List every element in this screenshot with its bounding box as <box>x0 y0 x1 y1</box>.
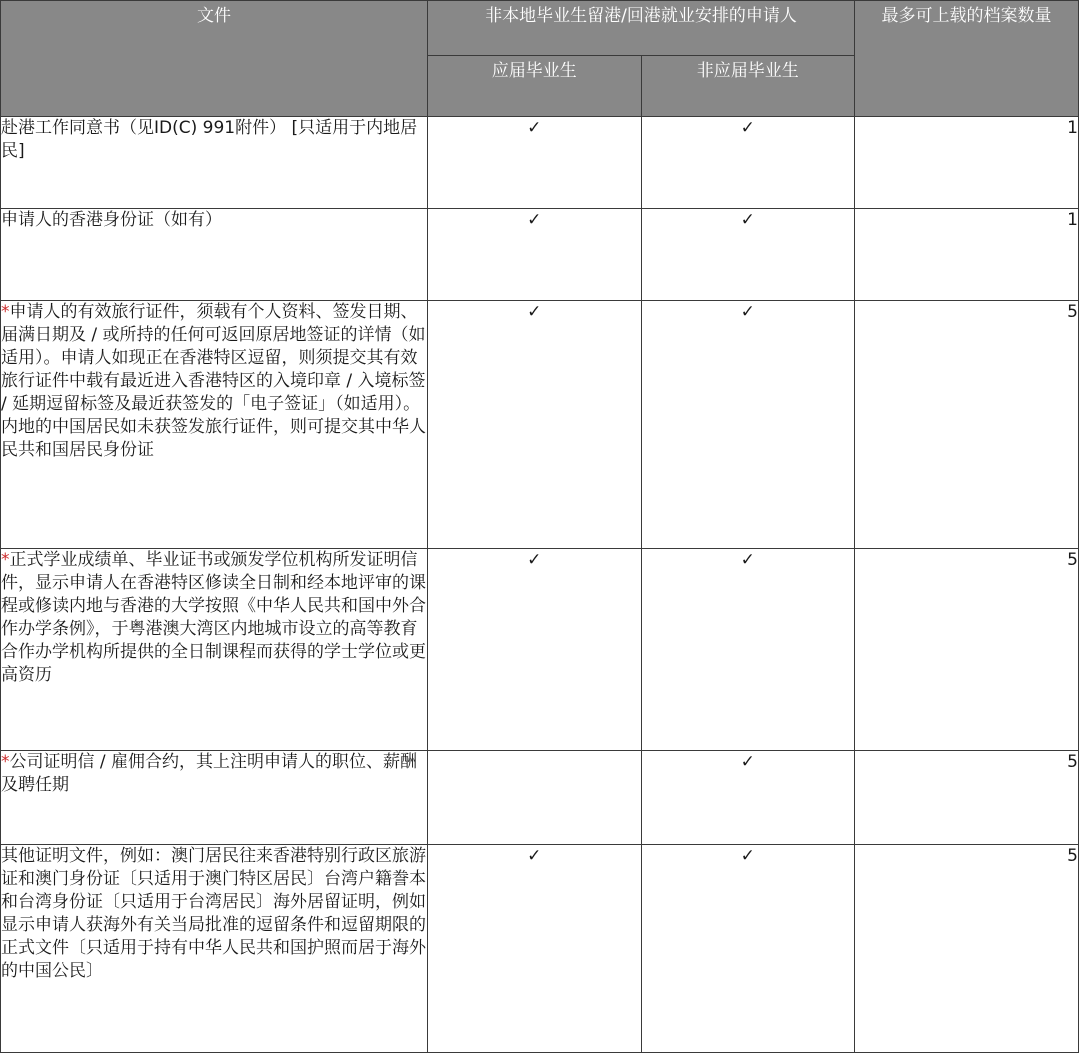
header-fresh-graduate: 应届毕业生 <box>428 56 642 117</box>
table-row <box>1 751 1079 845</box>
required-marker: * <box>1 302 10 322</box>
max-files-count: 5 <box>855 751 1079 845</box>
document-cell <box>1 751 428 845</box>
header-non-fresh-graduate: 非应届毕业生 <box>641 56 855 117</box>
max-files-count: 5 <box>855 845 1079 1053</box>
table-row <box>1 301 1079 549</box>
check-fresh-graduate <box>428 751 642 845</box>
check-fresh-graduate: ✓ <box>428 117 642 209</box>
document-cell <box>1 117 428 209</box>
document-cell <box>1 209 428 301</box>
check-fresh-graduate: ✓ <box>428 549 642 751</box>
max-files-count: 5 <box>855 549 1079 751</box>
check-non-fresh-graduate: ✓ <box>641 549 855 751</box>
table-row <box>1 209 1079 301</box>
table-header <box>1 1 1079 117</box>
check-fresh-graduate: ✓ <box>428 845 642 1053</box>
check-non-fresh-graduate: ✓ <box>641 751 855 845</box>
document-text: 正式学业成绩单、毕业证书或颁发学位机构所发证明信件，显示申请人在香港特区修读全日制和经本地评审的课程或修读内地与香港的大学按照《中华人民共和国中外合作办学条例》，于粤港澳大湾区内地城市设立的高等教育合作办学机构所提供的全日制课程而获得的学士学位或更高资历 <box>1 550 426 685</box>
document-cell <box>1 549 428 751</box>
table-row <box>1 845 1079 1053</box>
check-non-fresh-graduate: ✓ <box>641 209 855 301</box>
check-non-fresh-graduate: ✓ <box>641 845 855 1053</box>
check-non-fresh-graduate: ✓ <box>641 301 855 549</box>
max-files-count: 1 <box>855 209 1079 301</box>
check-fresh-graduate: ✓ <box>428 301 642 549</box>
document-text: 赴港工作同意书（见ID(C) 991附件） [只适用于内地居民] <box>1 118 418 161</box>
max-files-count: 5 <box>855 301 1079 549</box>
table-row <box>1 117 1079 209</box>
document-cell <box>1 845 428 1053</box>
max-files-count: 1 <box>855 117 1079 209</box>
document-text: 其他证明文件，例如：澳门居民往来香港特别行政区旅游证和澳门身份证〔只适用于澳门特区居民〕台湾户籍誊本和台湾身份证〔只适用于台湾居民〕海外居留证明，例如显示申请人获海外有关当局批准的逗留条件和逗留期限的正式文件〔只适用于持有中华人民共和国护照而居于海外的中国公民〕 <box>1 846 426 981</box>
document-text: 申请人的香港身份证（如有） <box>1 210 222 230</box>
required-marker: * <box>1 752 10 772</box>
header-max-files: 最多可上载的档案数量 <box>855 1 1079 117</box>
document-text: 申请人的有效旅行证件，须载有个人资料、签发日期、届满日期及 / 或所持的任何可返回原居地签证的详情（如适用）。申请人如现正在香港特区逗留，则须提交其有效旅行证件中载有最近进入香港特区的入境印章 / 入境标签 / 延期逗留标签及最近获签发的「电子签证」（如适用）。内地的中国居民如未获签发旅行证件，则可提交其中华人民共和国居民身份证 <box>1 302 426 460</box>
header-document: 文件 <box>1 1 428 117</box>
check-fresh-graduate: ✓ <box>428 209 642 301</box>
table-row <box>1 549 1079 751</box>
document-cell <box>1 301 428 549</box>
header-applicant-group: 非本地毕业生留港/回港就业安排的申请人 <box>428 1 855 56</box>
document-text: 公司证明信 / 雇佣合约，其上注明申请人的职位、薪酬及聘任期 <box>1 752 418 795</box>
check-non-fresh-graduate: ✓ <box>641 117 855 209</box>
required-marker: * <box>1 550 10 570</box>
table-body <box>1 117 1079 1053</box>
